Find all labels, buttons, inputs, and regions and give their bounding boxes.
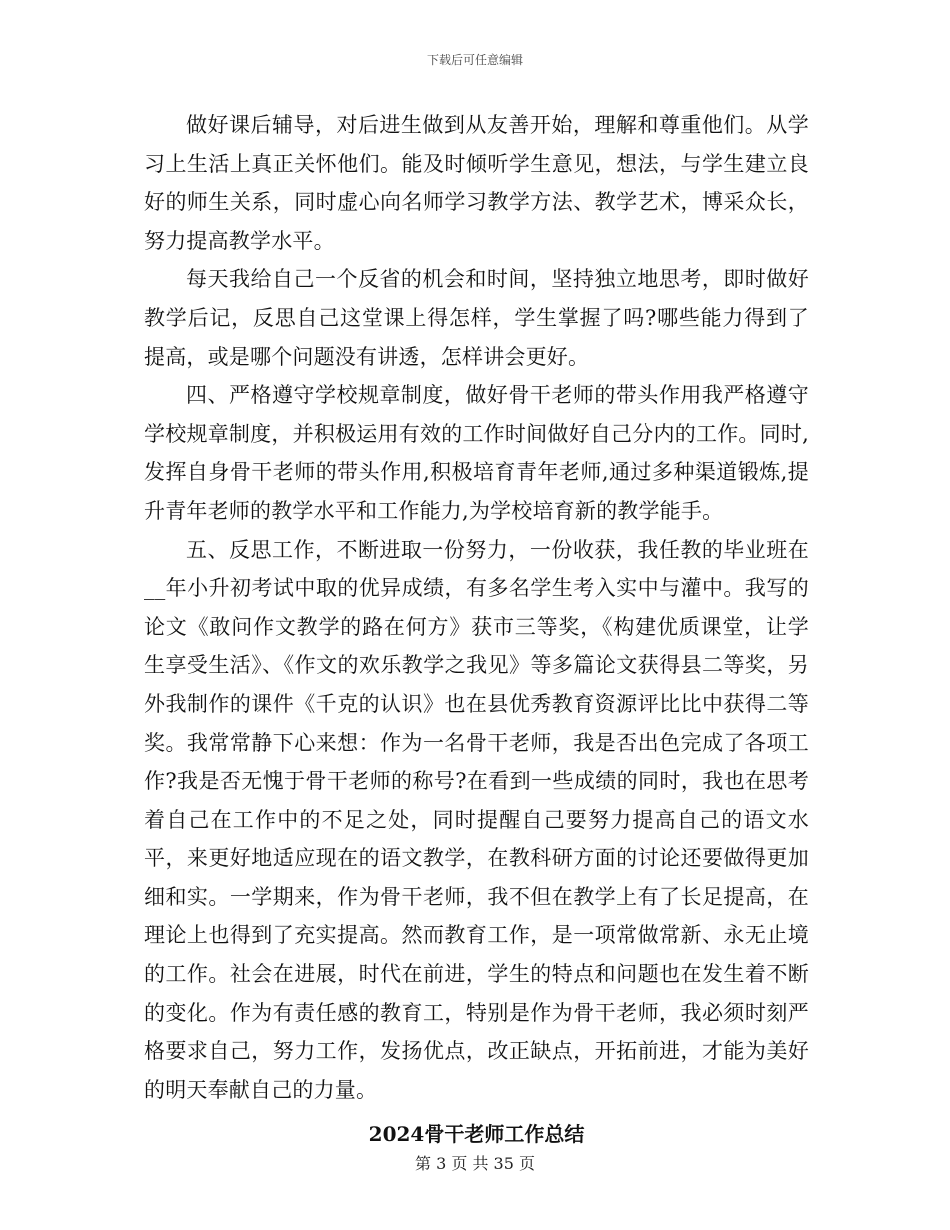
page-footer: 第 3 页 共 35 页 [415,1154,535,1173]
paragraph-tutoring: 做好课后辅导，对后进生做到从友善开始，理解和尊重他们。从学习上生活上真正关怀他们。能及时倾听学生意见，想法，与学生建立良好的师生关系，同时虚心向名师学习教学方法、教学艺术，博采众长，努力提高教学水平。 [144,113,809,253]
page-header: 下载后可任意编辑 [426,53,523,67]
paragraph-achievements: 五、反思工作，不断进取一份努力，一份收获，我任教的毕业班在__年小升初考试中取的优异成绩，有多名学生考入实中与灌中。我写的论文《敢问作文教学的路在何方》获市三等奖，《构建优质课堂，让学生享受生活》、《作文的欢乐教学之我见》等多篇论文获得县二等奖，另外我制作的课件《千克的认识》也在县优秀教育资源评比比中获得二等奖。我常常静下心来想：作为一名骨干老师，我是否出色完成了各项工作?我是否无愧于骨干老师的称号?在看到一些成绩的同时，我也在思考着自己在工作中的不足之处，同时提醒自己要努力提高自己的语文水平，来更好地适应现在的语文教学，在教科研方面的讨论还要做得更加细和实。一学期来，作为骨干老师，我不但在教学上有了长足提高，在理论上也得到了充实提高。然而教育工作，是一项常做常新、永无止境的工作。社会在进展，时代在前进，学生的特点和问题也在发生着不断的变化。作为有责任感的教育工，特别是作为骨干老师，我必须时刻严格要求自己，努力工作，发扬优点，改正缺点，开拓前进，才能为美好的明天奉献自己的力量。 [144,537,809,1102]
document-body [144,106,809,1153]
paragraph-rules: 四、严格遵守学校规章制度，做好骨干老师的带头作用我严格遵守学校规章制度，并积极运用有效的工作时间做好自己分内的工作。同时,发挥自身骨干老师的带头作用,积极培育青年老师,通过多种渠道锻炼,提升青年老师的教学水平和工作能力,为学校培育新的教学能手。 [144,383,809,523]
section-title: 2024骨干老师工作总结 [368,1122,585,1147]
paragraph-reflection: 每天我给自己一个反省的机会和时间，坚持独立地思考，即时做好教学后记，反思自己这堂课上得怎样，学生掌握了吗?哪些能力得到了提高，或是哪个问题没有讲透，怎样讲会更好。 [144,267,809,369]
